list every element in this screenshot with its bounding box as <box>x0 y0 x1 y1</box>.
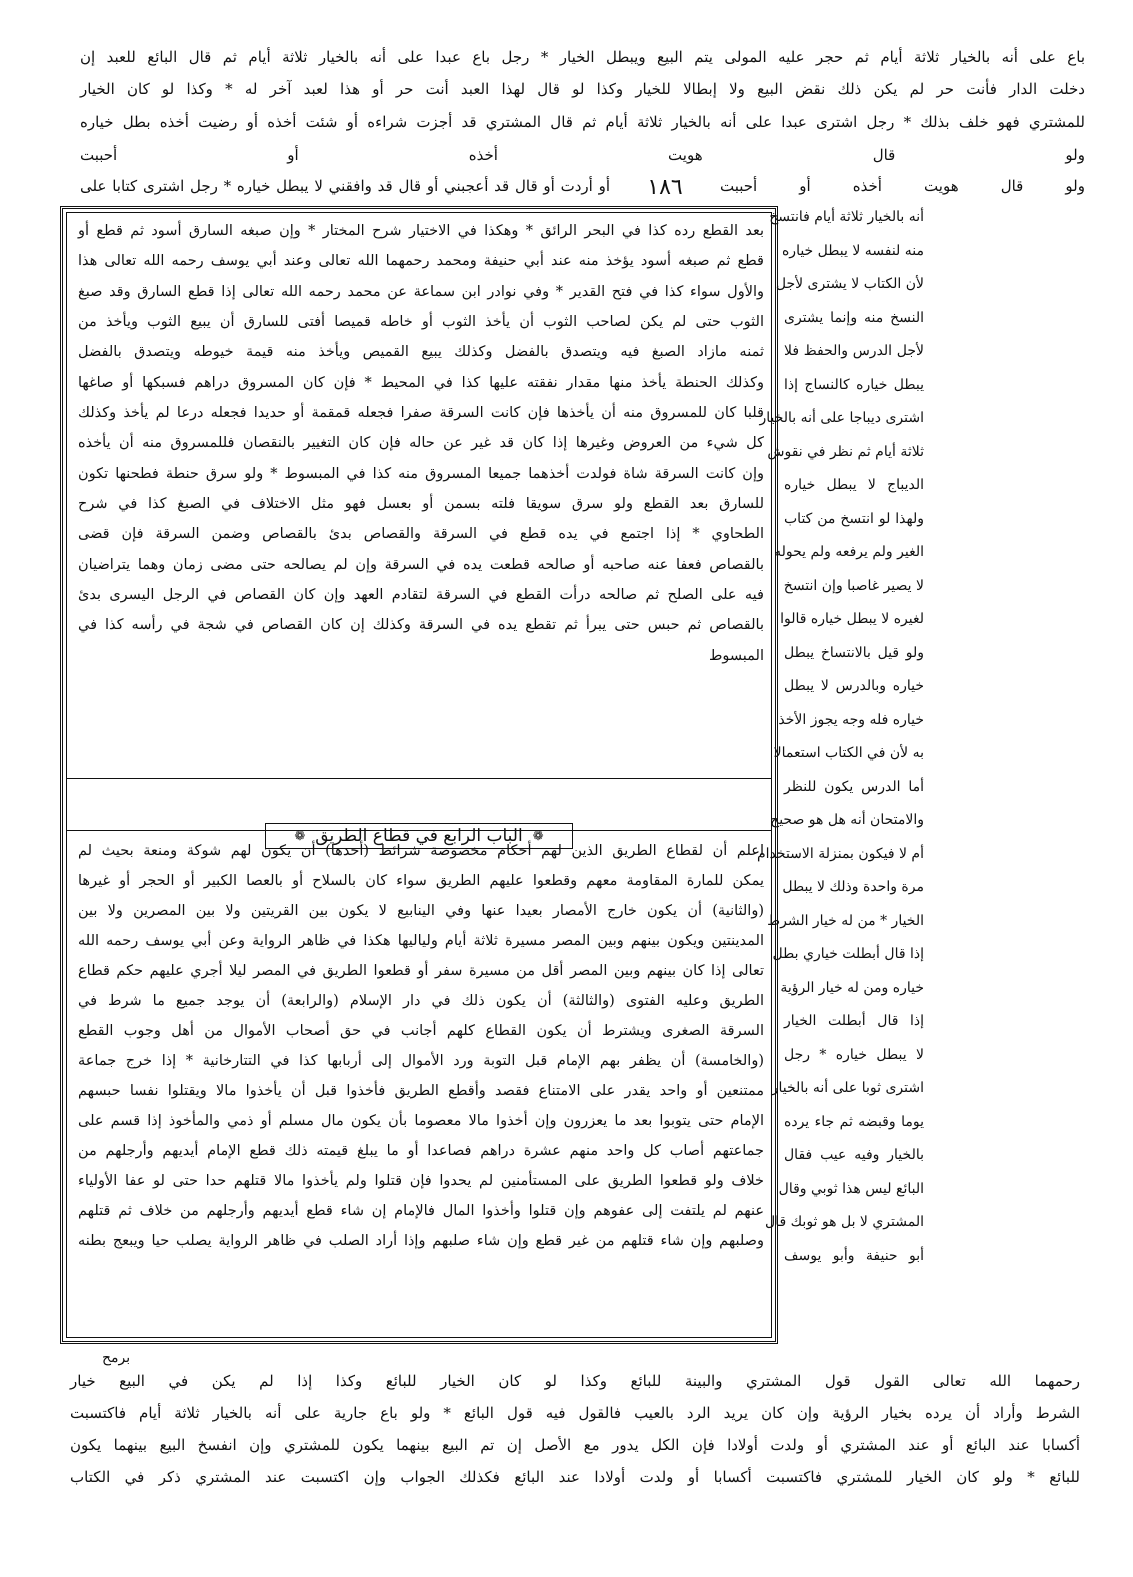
margin-line: لأن الكتاب لا يشترى لأجل <box>775 276 924 292</box>
chapter-line: يمكن للمارة المقاومة معهم وقطعوا عليهم الطريق سواء كان بالسلاح أو بالعصا الكبير أو الحجر أو غيرها <box>78 873 764 889</box>
ornament-icon: ❁ <box>294 828 306 844</box>
margin-line: منه لنفسه لا يبطل خياره <box>781 243 924 259</box>
margin-line: إذا قال أبطلت الخيار <box>784 1013 924 1029</box>
main-line: الطحاوي * إذا اجتمع في يده قطع في السرقة والقصاص بدئ بالقصاص وضمن السرقة فإن قضى <box>78 526 764 542</box>
chapter-line: الإمام حتى يتوبوا بعد ما يعزرون وإن أخذوا مالا معصوما بأن يكون مال مسلم أو ذمي والمأخوذ إذا قسم على <box>78 1113 764 1129</box>
margin-line: مرة واحدة وذلك لا يبطل <box>782 879 924 895</box>
margin-line: لأجل الدرس والحفظ فلا <box>784 343 924 359</box>
margin-line: الديباج لا يبطل خياره <box>784 477 924 493</box>
margin-line: بالخيار وفيه عيب فقال <box>784 1147 924 1163</box>
margin-line: المشتري لا بل هو ثوبك قال <box>765 1214 924 1230</box>
main-line: ثمنه مازاد الصبغ فيه ويتصدق بالفضل وكذلك يبيع القميص ويأخذ منه قيمة خيوطه ويتصدق بالفضل <box>78 344 764 360</box>
main-line: قطع ثم صبغه أسود يؤخذ منه عند أبي حنيفة ومحمد رحمهما الله تعالى وعند أبي يوسف رحمه الله تعالى هذا <box>78 253 764 269</box>
page-number: ١٨٦ <box>647 175 683 200</box>
margin-line: خياره فله وجه يجوز الأخذ <box>778 712 924 728</box>
main-line: الثوب حتى لم يكن لصاحب الثوب أن يأخذ الثوب أو خاطه قميصا أفتى للسارق أن يبيع الثوب ويأخذ من <box>78 314 764 330</box>
main-line: بالقصاص فعفا عنه صاحبه أو صالحه قطعت يده في السرقة وإن لم يصالحه حتى مضى زمان وهما يتراضيان <box>78 557 764 573</box>
margin-line: البائع ليس هذا ثوبي وقال <box>778 1181 924 1197</box>
margin-line: لا يصير غاصبا وإن انتسخ <box>783 578 924 594</box>
margin-line: يوما وقبضه ثم جاء يرده <box>784 1114 924 1130</box>
catchword: برمح <box>102 1350 131 1366</box>
bottom-line: رحمهما الله تعالى القول قول المشتري والبينة للبائع وكذا لو كان الخيار للبائع وكذا إذا لم يكن في البيع خيار <box>70 1372 1080 1390</box>
margin-line: لغيره لا يبطل خياره قالوا <box>780 611 924 627</box>
top-line: ولو قال هويت أخذه أو أحببت <box>80 146 1085 164</box>
margin-line: به لأن في الكتاب استعمالا <box>773 745 924 761</box>
section-rule <box>66 830 772 831</box>
margin-line: خياره ومن له خيار الرؤية <box>780 980 924 996</box>
main-line: قلبا كان للمسروق منه أن يأخذها فإن كانت السرقة صفرا فجعله قمقمة أو حديدا فجعله درعا لم يأخذ وكذلك <box>78 405 764 421</box>
margin-line: خياره وبالدرس لا يبطل <box>784 678 924 694</box>
margin-line: اشترى ثوبا على أنه بالخيار <box>771 1080 924 1096</box>
chapter-line: جماعتهم أصاب كل واحد منهم عشرة دراهم فصاعدا أو ما يبلغ قيمته ذلك قطع الإمام أيديهم وأرجلهم من <box>78 1143 764 1159</box>
margin-line: ولهذا لو انتسخ من كتاب <box>784 511 924 527</box>
margin-line: أم لا فيكون بمنزلة الاستخدام <box>757 846 924 862</box>
chapter-line: وصلبهم وإن شاء قتلهم من غير قطع وإن شاء صلبهم وإذا أراد الصلب في ظاهر الرواية يصلب حيا ويبعج بطنه <box>78 1233 764 1249</box>
margin-line: الغير ولم يرفعه ولم يحوله <box>774 544 924 560</box>
bottom-line: للبائع * ولو كان الخيار للمشتري فاكتسبت أكسابا أو ولدت أولادا عند البائع فكذلك الجواب وإن اكتسبت عند المشتري ذكر في الكتاب <box>70 1468 1080 1486</box>
chapter-line: السرقة الصغرى ويشترط أن يكون القطاع كلهم أجانب في حق أصحاب الأموال من أهل وجوب القطع <box>78 1023 764 1039</box>
margin-line: لا يبطل خياره * رجل <box>784 1047 924 1063</box>
margin-line: النسخ منه وإنما يشترى <box>784 310 924 326</box>
ornament-icon: ❁ <box>532 828 544 844</box>
margin-line: والامتحان أنه هل هو صحيح <box>770 812 924 828</box>
margin-line: يبطل خياره كالنساج إذا <box>784 377 924 393</box>
top-line: للمشتري فهو خلف بذلك * رجل اشترى عبدا على أنه بالخيار ثلاثة أيام ثم قال المشتري قد أجزت شراءه أو شئت أخذه أو رضيت أخذه بطل خياره <box>80 113 1085 131</box>
main-line: فيه على الصلح ثم صالحه درأت القطع في السرقة لتقادم العهد وإن كان القصاص في الرجل اليسرى بدئ <box>78 587 764 603</box>
margin-line: ولو قيل بالانتساخ يبطل <box>784 645 924 661</box>
section-rule <box>66 778 772 779</box>
margin-line: ثلاثة أيام ثم نظر في نقوش <box>767 444 924 460</box>
main-line: المبسوط <box>708 648 764 664</box>
chapter-title: الباب الرابع في قطاع الطريق <box>315 826 523 846</box>
chapter-line: المدينتين ويكون بينهم وبين المصر مسيرة ثلاثة أيام ولياليها هكذا في ظاهر الرواية وعن أبي يوسف رحمه الله <box>78 933 764 949</box>
chapter-line: خلاف ولو قطعوا الطريق على المستأمنين لم يحدوا فإن قتلوا ولم يأخذوا مالا قتلهم حدا حتى لو عفا الأولياء <box>78 1173 764 1189</box>
chapter-line: ممتنعين أو واحد يقدر على الامتناع فقصد وأقطع الطريق فأخذوا قبل أن يأخذوا مالا ويقتلوا نفسا حبسهم <box>78 1083 764 1099</box>
top-line: باع على أنه بالخيار ثلاثة أيام ثم حجر عليه المولى يتم البيع ويبطل الخيار * رجل باع عبدا على أنه بالخيار ثلاثة أيام ثم قال البائع للعبد إن <box>80 48 1085 66</box>
chapter-line: (والخامسة) أن يظفر بهم الإمام قبل التوبة ورد الأموال إلى أربابها كذا في التتارخانية * إذا خرج جماعة <box>78 1053 764 1069</box>
main-line: والأول سواء كذا في فتح القدير * وفي نوادر ابن سماعة عن محمد رحمه الله تعالى إذا قطع السارق وقد صبغ <box>78 284 764 300</box>
margin-line: الخيار * من له خيار الشرط <box>767 913 924 929</box>
chapter-line: تعالى إذا كان بينهم وبين المصر أقل من مسيرة سفر أو قطعوا الطريق في المصر ليلا أجري عليهم حكم قطاع <box>78 963 764 979</box>
margin-line: أنه بالخيار ثلاثة أيام فانتسخ <box>769 209 924 225</box>
chapter-line: اعلم أن لقطاع الطريق الذين لهم أحكام مخصوصة شرائط (أحدها) أن يكون لهم شوكة ومنعة بحيث لم <box>78 843 764 859</box>
bottom-line: أكسابا عند البائع أو عند المشتري أو ولدت أولادا فإن الكل يدور مع الأصل إن تم البيع بينهما يكون للمشتري وإن انفسخ البيع بينهما يكون <box>70 1436 1080 1454</box>
chapter-line: عنهم لم يلتفت إلى عفوهم وإن قتلوا وأخذوا المال فالإمام إن شاء قطع أيديهم وأرجلهم من خلاف ثم قتلهم <box>78 1203 764 1219</box>
margin-line: أبو حنيفة وأبو يوسف <box>784 1248 924 1264</box>
bottom-line: الشرط وأراد أن يرده بخيار الرؤية وإن كان يريد الرد بالعيب فالقول فيه قول البائع * ولو باع جارية على أنه بالخيار ثلاثة أيام فاكتسبت <box>70 1404 1080 1422</box>
main-line: كل شيء من العروض وغيرها إذا كان قد غير عن حاله فإن كان التغيير بالنقصان فللمسروق منه أن يأخذه <box>78 435 764 451</box>
main-line: بالقصاص ثم حبس حتى يبرأ ثم تقطع يده في السرقة وكذلك إن كان القصاص في شجة في رأسه كذا في <box>78 617 764 633</box>
top-line: دخلت الدار فأنت حر لم يكن ذلك نقض البيع ولا إبطالا للخيار وكذا لو قال لهذا العبد أنت حر أو هذا لعبد آخر له * وكذا لو كان الخيار <box>80 80 1085 98</box>
margin-line: أما الدرس يكون للنظر <box>784 779 924 795</box>
chapter-line: (والثانية) أن يكون خارج الأمصار بعيدا عنها وفي الينابيع لا يكون بين القريتين ولا بين المصرين ولا بين <box>78 903 764 919</box>
margin-line: اشترى ديباجا على أنه بالخيار <box>759 410 924 426</box>
chapter-line: الطريق وعليه الفتوى (والثالثة) أن يكون ذلك في دار الإسلام (والرابعة) أن يوجد جميع ما شرط في <box>78 993 764 1009</box>
top-line: أو أردت أو قال قد أعجبني أو قال قد وافقني لا يبطل خياره * رجل اشترى كتابا على <box>80 177 610 195</box>
main-line: بعد القطع رده كذا في البحر الرائق * وهكذا في الاختيار شرح المختار * وإن صبغه السارق أسود ثم قطع أو <box>78 223 764 239</box>
main-line: وإن كانت السرقة شاة فولدت أخذهما جميعا المسروق منه كذا في المبسوط * ولو سرق حنطة فطحنها تكون <box>78 466 764 482</box>
top-line: ولو قال هويت أخذه أو أحببت <box>720 177 1085 195</box>
margin-line: إذا قال أبطلت خياري بطل <box>772 946 924 962</box>
main-line: وكذلك الحنطة يأخذ منها مقدار نفقته عليها كذا في المحيط * فإن كان المسروق دراهم فسبكها أو صاغها <box>78 375 764 391</box>
main-line: للسارق بعد القطع ولو سرق سويقا فلته بسمن أو بعسل فهو مثل الاختلاف في الصبغ كذا في شرح <box>78 496 764 512</box>
